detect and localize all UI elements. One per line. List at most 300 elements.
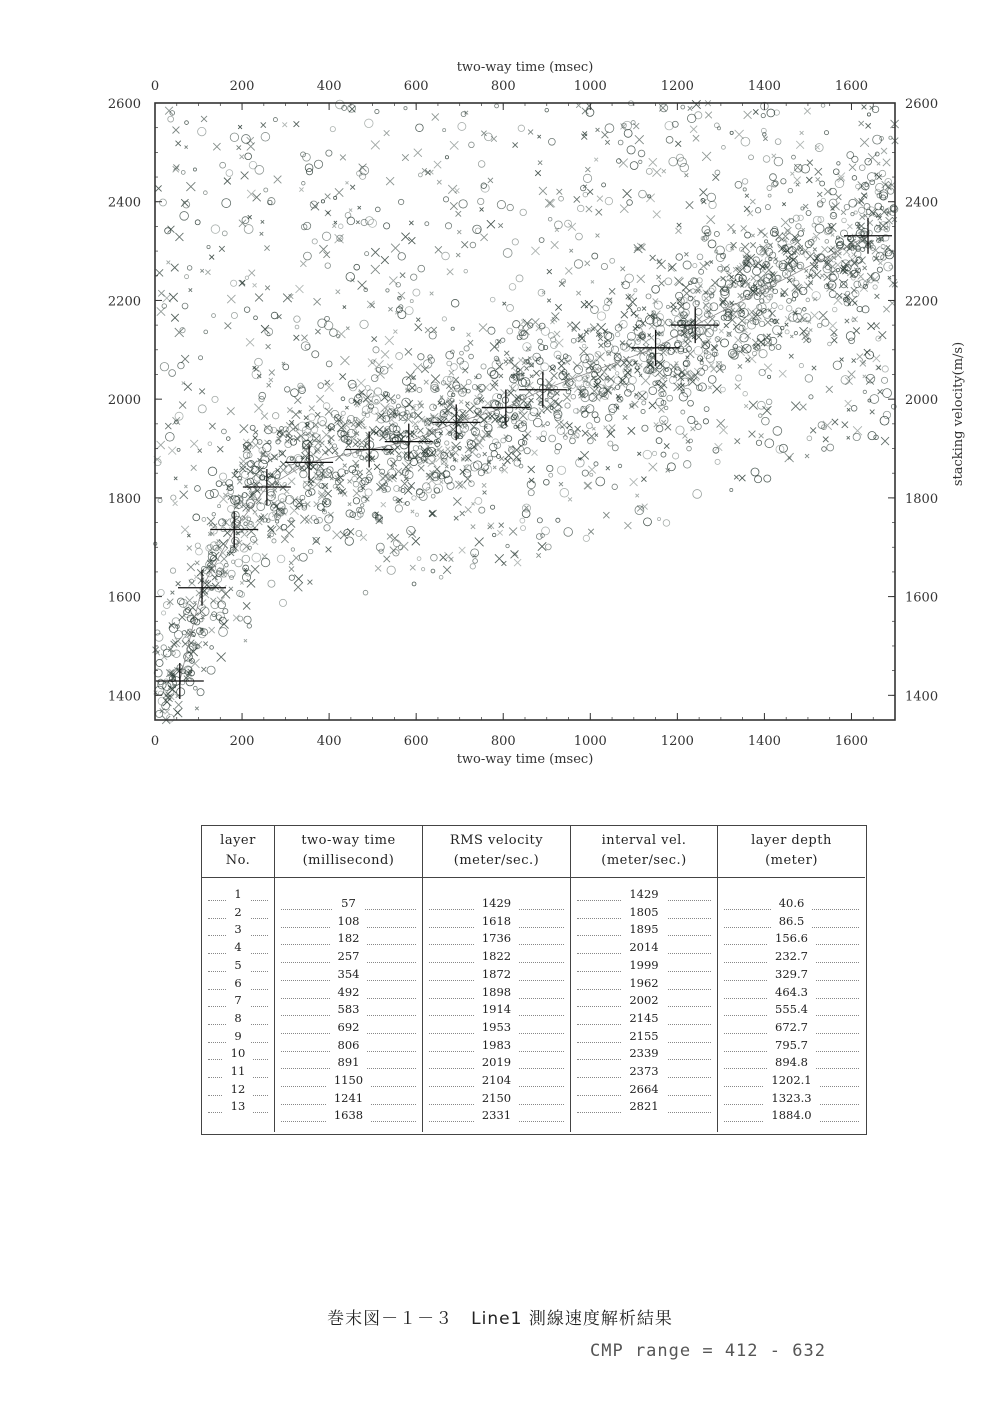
semblance-point <box>309 406 315 412</box>
semblance-point <box>805 269 808 272</box>
semblance-point <box>568 497 572 501</box>
semblance-point <box>560 488 569 497</box>
semblance-point <box>411 510 414 513</box>
semblance-point <box>199 356 203 360</box>
semblance-point <box>343 305 346 308</box>
semblance-point <box>314 501 319 506</box>
semblance-point <box>620 205 628 213</box>
semblance-point <box>373 347 379 353</box>
semblance-point <box>301 181 305 185</box>
semblance-point <box>210 646 214 650</box>
semblance-point <box>290 457 293 460</box>
semblance-point <box>721 264 730 273</box>
semblance-point <box>457 230 461 234</box>
semblance-point <box>501 561 506 566</box>
semblance-point <box>590 473 593 476</box>
semblance-point <box>445 465 448 468</box>
semblance-point <box>322 232 330 240</box>
y-tick-label-left: 2400 <box>107 195 141 211</box>
table-cell: 464.3 <box>718 984 865 1001</box>
semblance-point <box>794 177 801 184</box>
semblance-point <box>395 445 400 450</box>
table-cell: 1429 <box>423 895 570 912</box>
semblance-point <box>704 296 709 301</box>
semblance-point <box>883 159 890 166</box>
semblance-point <box>451 364 458 371</box>
semblance-point <box>451 299 459 307</box>
semblance-point <box>753 257 759 263</box>
semblance-point <box>499 523 504 528</box>
semblance-point <box>488 178 493 183</box>
semblance-point <box>451 466 455 470</box>
semblance-point <box>216 615 221 620</box>
semblance-point <box>413 363 421 371</box>
semblance-point <box>587 189 593 195</box>
semblance-point <box>326 150 332 156</box>
semblance-point <box>755 208 760 213</box>
semblance-point <box>228 505 235 512</box>
semblance-point <box>658 407 664 413</box>
semblance-point <box>217 446 223 452</box>
semblance-point <box>809 328 812 331</box>
semblance-point <box>224 178 231 185</box>
semblance-point <box>536 553 540 557</box>
semblance-point <box>611 346 618 353</box>
semblance-point <box>844 204 849 209</box>
x-tick-label-top: 600 <box>403 79 429 94</box>
semblance-point <box>528 490 534 496</box>
semblance-point <box>847 408 850 411</box>
semblance-point <box>775 139 781 145</box>
table-cell: 2339 <box>571 1045 717 1062</box>
semblance-point <box>481 131 486 136</box>
semblance-point <box>866 123 871 128</box>
semblance-point <box>620 267 624 271</box>
semblance-point <box>371 141 380 150</box>
semblance-point <box>576 291 580 295</box>
semblance-point <box>156 659 163 666</box>
semblance-point <box>854 198 862 206</box>
semblance-point <box>337 330 345 338</box>
semblance-point <box>684 173 688 177</box>
semblance-point <box>821 104 825 108</box>
semblance-point <box>642 401 646 405</box>
semblance-point <box>744 206 750 212</box>
semblance-point <box>815 265 818 268</box>
semblance-point <box>195 220 200 225</box>
semblance-point <box>219 495 227 503</box>
semblance-point <box>676 292 683 299</box>
semblance-point <box>266 453 271 458</box>
semblance-point <box>156 185 162 191</box>
semblance-point <box>244 522 248 526</box>
semblance-point <box>203 642 207 646</box>
semblance-point <box>381 256 389 264</box>
figure-caption: 巻末図－１－３ Line1 測線速度解析結果 <box>327 1309 673 1329</box>
table-cell: 232.7 <box>718 948 865 965</box>
semblance-point <box>714 231 719 236</box>
semblance-point <box>479 323 487 331</box>
semblance-point <box>665 368 668 371</box>
semblance-point <box>354 264 360 270</box>
semblance-point <box>351 436 356 441</box>
semblance-point <box>209 627 215 633</box>
semblance-point <box>461 241 468 248</box>
semblance-point <box>507 328 513 334</box>
table-cell: 1150 <box>275 1072 422 1089</box>
semblance-point <box>745 194 749 198</box>
semblance-point <box>798 231 804 237</box>
semblance-point <box>223 609 228 614</box>
semblance-point <box>229 587 233 591</box>
semblance-point <box>326 547 332 553</box>
semblance-point <box>222 429 227 434</box>
semblance-point <box>521 526 526 531</box>
semblance-point <box>847 224 852 229</box>
semblance-point <box>283 294 292 303</box>
semblance-point <box>400 472 404 476</box>
semblance-point <box>459 400 463 404</box>
semblance-point <box>606 466 610 470</box>
semblance-point <box>469 481 475 487</box>
semblance-point <box>507 304 514 311</box>
semblance-point <box>630 478 638 486</box>
semblance-point <box>299 553 307 561</box>
semblance-point <box>870 410 875 415</box>
semblance-point <box>173 708 182 717</box>
semblance-point <box>447 376 453 382</box>
semblance-point <box>650 255 656 261</box>
semblance-point <box>873 285 877 289</box>
semblance-point <box>528 466 535 473</box>
semblance-point <box>749 155 754 160</box>
semblance-point <box>535 170 541 176</box>
semblance-point <box>628 298 636 306</box>
semblance-point <box>612 484 617 489</box>
semblance-point <box>538 135 541 138</box>
semblance-point <box>565 403 570 408</box>
semblance-point <box>483 452 487 456</box>
semblance-point <box>756 440 761 445</box>
semblance-point <box>294 121 300 127</box>
semblance-point <box>624 522 631 529</box>
semblance-point <box>575 426 581 432</box>
semblance-point <box>294 428 297 431</box>
semblance-point <box>265 286 270 291</box>
semblance-point <box>494 442 500 448</box>
semblance-point <box>160 362 168 370</box>
semblance-point <box>817 192 822 197</box>
y-tick-label-right: 2600 <box>905 97 939 112</box>
semblance-point <box>576 458 585 467</box>
semblance-point <box>431 554 438 561</box>
semblance-point <box>271 312 278 319</box>
semblance-point <box>407 526 416 535</box>
semblance-point <box>794 331 797 334</box>
semblance-point <box>287 407 292 412</box>
semblance-point <box>212 575 217 580</box>
semblance-point <box>225 322 232 329</box>
semblance-point <box>499 456 504 461</box>
semblance-point <box>673 453 679 459</box>
semblance-point <box>618 140 623 145</box>
table-cell: 806 <box>275 1037 422 1054</box>
semblance-point <box>677 297 684 304</box>
semblance-point <box>242 573 250 581</box>
semblance-point <box>253 436 258 441</box>
semblance-point <box>492 533 496 537</box>
semblance-point <box>177 448 180 451</box>
semblance-point <box>158 498 162 502</box>
semblance-point <box>516 275 523 282</box>
table-cell: 555.4 <box>718 1001 865 1018</box>
semblance-point <box>296 285 304 293</box>
semblance-point <box>386 289 389 292</box>
semblance-point <box>752 339 759 346</box>
semblance-point <box>539 238 544 243</box>
semblance-point <box>676 426 684 434</box>
semblance-point <box>530 408 538 416</box>
semblance-point <box>765 257 770 262</box>
semblance-point <box>405 400 413 408</box>
semblance-point <box>445 223 451 229</box>
semblance-point <box>583 192 588 197</box>
semblance-point <box>443 566 451 574</box>
table-cell: 11 <box>202 1063 274 1080</box>
semblance-point <box>807 436 812 441</box>
semblance-point <box>582 470 588 476</box>
semblance-point <box>765 240 768 243</box>
semblance-point <box>705 112 712 119</box>
semblance-point <box>346 327 349 330</box>
semblance-point <box>574 196 580 202</box>
semblance-point <box>665 424 671 430</box>
semblance-point <box>857 354 863 360</box>
semblance-point <box>471 502 474 505</box>
semblance-point <box>726 273 731 278</box>
semblance-point <box>707 215 715 223</box>
semblance-point <box>854 251 861 258</box>
semblance-point <box>853 433 860 440</box>
semblance-point <box>514 559 521 566</box>
table-cell: 2373 <box>571 1063 717 1080</box>
semblance-point <box>708 240 716 248</box>
semblance-point <box>347 217 355 225</box>
semblance-point <box>336 453 344 461</box>
semblance-point <box>267 535 270 538</box>
semblance-point <box>349 398 354 403</box>
semblance-point <box>792 155 796 159</box>
semblance-point <box>565 267 572 274</box>
semblance-point <box>730 131 733 134</box>
semblance-point <box>167 261 171 265</box>
semblance-point <box>252 553 261 562</box>
semblance-point <box>492 360 501 369</box>
semblance-point <box>359 446 364 451</box>
semblance-point <box>314 519 319 524</box>
semblance-point <box>633 123 639 129</box>
semblance-point <box>458 122 466 130</box>
semblance-point <box>584 482 591 489</box>
semblance-point <box>459 547 466 554</box>
semblance-point <box>345 470 348 473</box>
table-cell: 13 <box>202 1098 274 1115</box>
semblance-point <box>418 173 422 177</box>
semblance-point <box>402 154 409 161</box>
semblance-point <box>269 378 273 382</box>
semblance-point <box>756 304 761 309</box>
semblance-point <box>550 342 557 349</box>
semblance-point <box>738 364 742 368</box>
semblance-point <box>656 425 663 432</box>
semblance-point <box>537 518 542 523</box>
semblance-point <box>768 375 771 378</box>
semblance-point <box>421 568 424 571</box>
semblance-point <box>506 436 512 442</box>
semblance-point <box>371 375 378 382</box>
semblance-point <box>596 234 600 238</box>
semblance-point <box>591 280 594 283</box>
table-cell: 492 <box>275 984 422 1001</box>
semblance-point <box>241 172 249 180</box>
table-cell: 4 <box>202 939 274 956</box>
semblance-point <box>475 538 484 547</box>
semblance-point <box>586 103 591 108</box>
table-cell: 1962 <box>571 975 717 992</box>
semblance-point <box>620 341 625 346</box>
semblance-point <box>289 561 293 565</box>
semblance-point <box>519 446 524 451</box>
semblance-point <box>749 401 758 410</box>
semblance-point <box>764 364 772 372</box>
scatter-points <box>153 100 899 724</box>
semblance-point <box>334 221 337 224</box>
semblance-point <box>304 416 308 420</box>
semblance-point <box>460 351 464 355</box>
semblance-point <box>365 489 372 496</box>
semblance-point <box>398 253 405 260</box>
semblance-point <box>826 265 830 269</box>
table-cell: 692 <box>275 1019 422 1036</box>
semblance-point <box>189 604 196 611</box>
semblance-point <box>774 157 783 166</box>
semblance-point <box>621 311 628 318</box>
semblance-point <box>832 307 837 312</box>
semblance-point <box>467 333 471 337</box>
semblance-point <box>524 506 528 510</box>
semblance-point <box>308 549 313 554</box>
semblance-point <box>785 323 789 327</box>
semblance-point <box>231 312 237 318</box>
semblance-point <box>785 272 788 275</box>
semblance-point <box>182 303 188 309</box>
semblance-point <box>586 206 592 212</box>
semblance-point <box>365 252 369 256</box>
semblance-point <box>787 299 792 304</box>
semblance-point <box>719 329 723 333</box>
semblance-point <box>205 490 213 498</box>
semblance-point <box>806 211 811 216</box>
semblance-point <box>453 497 461 505</box>
semblance-point <box>185 275 189 279</box>
semblance-point <box>567 322 572 327</box>
semblance-point <box>305 164 313 172</box>
semblance-point <box>506 357 515 366</box>
semblance-point <box>406 430 414 438</box>
semblance-point <box>662 169 666 173</box>
semblance-point <box>759 350 767 358</box>
semblance-point <box>294 335 300 341</box>
semblance-point <box>569 249 573 253</box>
semblance-point <box>340 155 346 161</box>
semblance-point <box>599 343 604 348</box>
semblance-point <box>832 212 836 216</box>
semblance-point <box>776 345 781 350</box>
semblance-point <box>714 123 719 128</box>
semblance-point <box>536 436 539 439</box>
table-cell: 329.7 <box>718 966 865 983</box>
semblance-point <box>303 481 311 489</box>
semblance-point <box>812 366 816 370</box>
semblance-point <box>691 426 696 431</box>
semblance-point <box>657 260 666 269</box>
semblance-point <box>571 338 576 343</box>
semblance-point <box>759 433 764 438</box>
semblance-point <box>195 561 199 565</box>
semblance-point <box>530 375 533 378</box>
semblance-point <box>401 233 409 241</box>
semblance-point <box>171 641 178 648</box>
semblance-point <box>274 176 282 184</box>
semblance-point <box>252 370 261 379</box>
semblance-point <box>294 397 301 404</box>
semblance-point <box>639 190 647 198</box>
semblance-point <box>442 317 446 321</box>
semblance-point <box>875 294 880 299</box>
semblance-point <box>884 262 893 271</box>
semblance-point <box>747 321 755 329</box>
semblance-point <box>247 624 251 628</box>
semblance-point <box>172 127 179 134</box>
semblance-point <box>881 148 887 154</box>
semblance-point <box>623 415 627 419</box>
semblance-point <box>518 358 523 363</box>
table-cell: 9 <box>202 1028 274 1045</box>
semblance-point <box>415 324 422 331</box>
semblance-point <box>387 534 393 540</box>
semblance-point <box>480 207 484 211</box>
semblance-point <box>695 308 702 315</box>
table-cell: 1 <box>202 886 274 903</box>
semblance-point <box>847 270 853 276</box>
semblance-point <box>451 327 454 330</box>
semblance-point <box>314 160 322 168</box>
semblance-point <box>637 452 641 456</box>
semblance-point <box>207 245 210 248</box>
semblance-point <box>629 376 636 383</box>
semblance-point <box>764 319 771 326</box>
table-cell: 354 <box>275 966 422 983</box>
semblance-point <box>604 387 612 395</box>
semblance-point <box>653 211 661 219</box>
semblance-point <box>781 288 788 295</box>
semblance-point <box>174 477 177 480</box>
semblance-point <box>462 367 468 373</box>
semblance-point <box>509 284 516 291</box>
semblance-point <box>881 377 887 383</box>
table-cell: 1323.3 <box>718 1090 865 1107</box>
semblance-point <box>473 559 478 564</box>
